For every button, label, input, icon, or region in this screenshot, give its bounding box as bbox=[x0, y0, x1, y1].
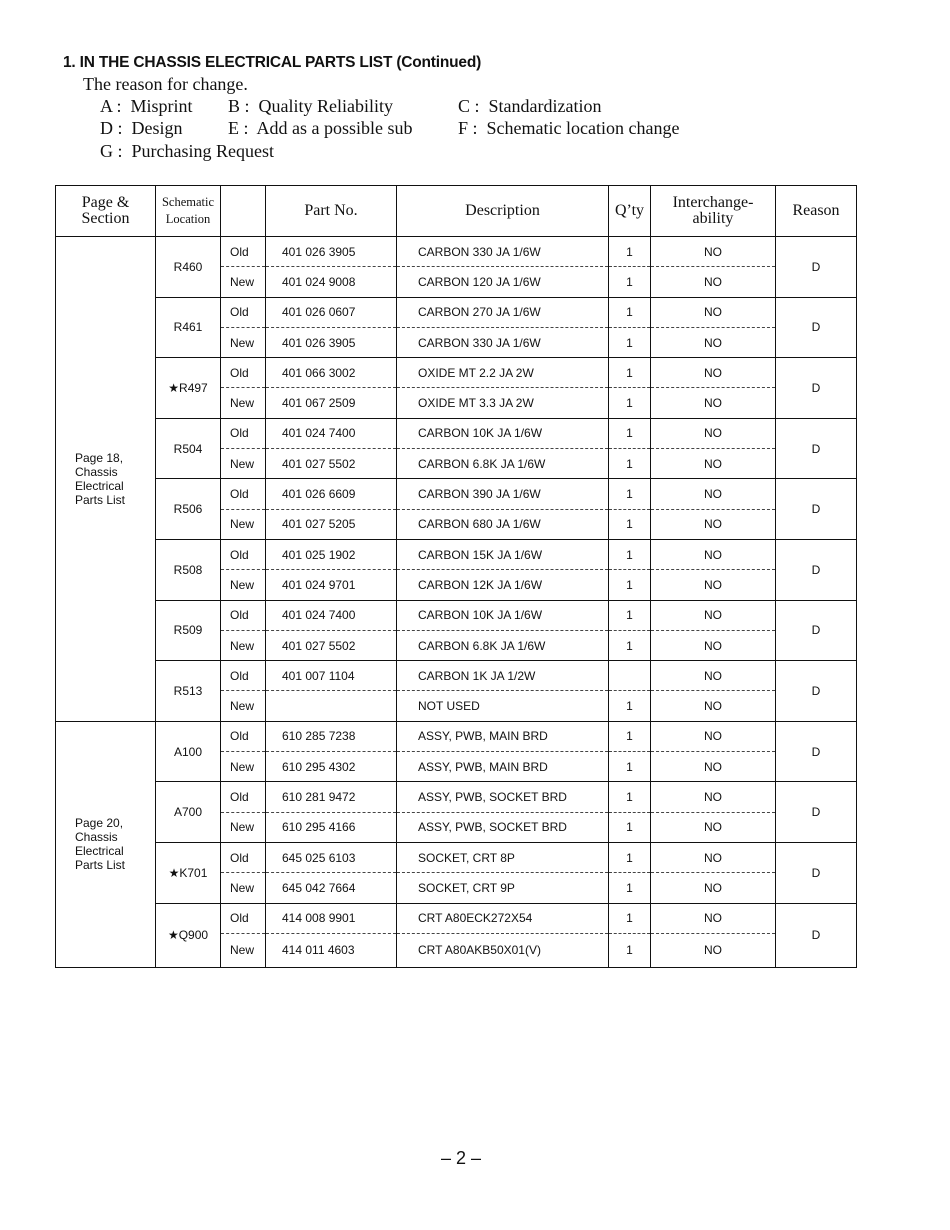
interchangeability: NO bbox=[651, 842, 776, 872]
part-number bbox=[266, 691, 397, 721]
header-interchangeability bbox=[651, 186, 776, 237]
table-row bbox=[56, 479, 857, 509]
description: ASSY, PWB, MAIN BRD bbox=[397, 721, 609, 751]
interchangeability: NO bbox=[651, 267, 776, 297]
old-label: Old bbox=[221, 479, 266, 509]
interchangeability: NO bbox=[651, 479, 776, 509]
code-letter: C : bbox=[458, 96, 480, 116]
description: CARBON 6.8K JA 1/6W bbox=[397, 630, 609, 660]
reason-code-d bbox=[100, 118, 183, 139]
interchangeability: NO bbox=[651, 509, 776, 539]
quantity: 1 bbox=[609, 812, 651, 842]
description: SOCKET, CRT 8P bbox=[397, 842, 609, 872]
interchangeability: NO bbox=[651, 449, 776, 479]
schematic-location: A100 bbox=[156, 721, 221, 782]
quantity: 1 bbox=[609, 479, 651, 509]
description: CARBON 1K JA 1/2W bbox=[397, 661, 609, 691]
reason-code: D bbox=[776, 842, 857, 903]
part-number: 401 066 3002 bbox=[266, 358, 397, 388]
code-label: Schematic location change bbox=[486, 118, 680, 138]
part-number: 401 024 9701 bbox=[266, 570, 397, 600]
old-label: Old bbox=[221, 782, 266, 812]
quantity: 1 bbox=[609, 418, 651, 448]
page-section-line: Chassis bbox=[75, 830, 118, 845]
old-label: Old bbox=[221, 358, 266, 388]
schematic-location: R460 bbox=[156, 237, 221, 298]
interchangeability: NO bbox=[651, 873, 776, 903]
table-row bbox=[56, 782, 857, 812]
part-number: 401 024 7400 bbox=[266, 418, 397, 448]
schematic-location: A700 bbox=[156, 782, 221, 843]
old-label: Old bbox=[221, 297, 266, 327]
quantity: 1 bbox=[609, 388, 651, 418]
schematic-location: ★K701 bbox=[156, 842, 221, 903]
reason-code: D bbox=[776, 539, 857, 600]
reason-code: D bbox=[776, 721, 857, 782]
part-number: 401 067 2509 bbox=[266, 388, 397, 418]
table-body bbox=[56, 237, 857, 968]
section-heading: 1. IN THE CHASSIS ELECTRICAL PARTS LIST (Continued) bbox=[63, 54, 482, 71]
interchangeability: NO bbox=[651, 812, 776, 842]
reason-intro: The reason for change. bbox=[83, 74, 248, 94]
quantity: 1 bbox=[609, 600, 651, 630]
description: CARBON 120 JA 1/6W bbox=[397, 267, 609, 297]
interchangeability: NO bbox=[651, 388, 776, 418]
quantity: 1 bbox=[609, 570, 651, 600]
table-row bbox=[56, 297, 857, 327]
part-number: 401 025 1902 bbox=[266, 539, 397, 569]
quantity: 1 bbox=[609, 721, 651, 751]
part-number: 401 007 1104 bbox=[266, 661, 397, 691]
reason-code-c bbox=[458, 96, 601, 117]
reason-code-e bbox=[228, 118, 413, 139]
new-label: New bbox=[221, 267, 266, 297]
quantity: 1 bbox=[609, 691, 651, 721]
new-label: New bbox=[221, 570, 266, 600]
interchangeability: NO bbox=[651, 297, 776, 327]
table-row bbox=[56, 237, 857, 267]
header-type bbox=[221, 186, 266, 237]
schematic-location: R513 bbox=[156, 661, 221, 722]
new-label: New bbox=[221, 933, 266, 967]
schematic-location: ★Q900 bbox=[156, 903, 221, 967]
new-label: New bbox=[221, 449, 266, 479]
old-label: Old bbox=[221, 237, 266, 267]
description: OXIDE MT 3.3 JA 2W bbox=[397, 388, 609, 418]
new-label: New bbox=[221, 812, 266, 842]
interchangeability: NO bbox=[651, 903, 776, 933]
schematic-location: R504 bbox=[156, 418, 221, 479]
reason-code-a bbox=[100, 96, 193, 117]
code-label: Add as a possible sub bbox=[256, 118, 413, 138]
description: ASSY, PWB, MAIN BRD bbox=[397, 752, 609, 782]
reason-code: D bbox=[776, 237, 857, 298]
new-label: New bbox=[221, 630, 266, 660]
interchangeability: NO bbox=[651, 752, 776, 782]
interchangeability: NO bbox=[651, 721, 776, 751]
page-section-line: Electrical bbox=[75, 844, 124, 859]
schematic-location: ★R497 bbox=[156, 358, 221, 419]
interchangeability: NO bbox=[651, 661, 776, 691]
code-label: Design bbox=[131, 118, 183, 138]
new-label: New bbox=[221, 388, 266, 418]
part-number: 414 008 9901 bbox=[266, 903, 397, 933]
schematic-location: R508 bbox=[156, 539, 221, 600]
reason-code: D bbox=[776, 358, 857, 419]
header-line: Location bbox=[165, 212, 211, 226]
description: CARBON 680 JA 1/6W bbox=[397, 509, 609, 539]
page-section-line: Chassis bbox=[75, 464, 118, 479]
page-number: – 2 – bbox=[441, 1148, 482, 1168]
header-line: Schematic bbox=[161, 195, 215, 209]
quantity: 1 bbox=[609, 358, 651, 388]
header-schematic-location bbox=[156, 186, 221, 237]
reason-code: D bbox=[776, 661, 857, 722]
part-number: 610 295 4302 bbox=[266, 752, 397, 782]
page-section-line: Electrical bbox=[75, 478, 124, 493]
interchangeability: NO bbox=[651, 933, 776, 967]
quantity: 1 bbox=[609, 752, 651, 782]
header-row bbox=[56, 186, 857, 237]
description: ASSY, PWB, SOCKET BRD bbox=[397, 812, 609, 842]
quantity: 1 bbox=[609, 842, 651, 872]
table-row bbox=[56, 842, 857, 872]
table-row bbox=[56, 539, 857, 569]
header-description: Description bbox=[397, 186, 609, 237]
part-number: 401 027 5502 bbox=[266, 630, 397, 660]
description: OXIDE MT 2.2 JA 2W bbox=[397, 358, 609, 388]
part-number: 401 027 5502 bbox=[266, 449, 397, 479]
quantity: 1 bbox=[609, 873, 651, 903]
old-label: Old bbox=[221, 903, 266, 933]
page-section-cell bbox=[56, 237, 156, 722]
quantity: 1 bbox=[609, 903, 651, 933]
quantity: 1 bbox=[609, 509, 651, 539]
part-number: 401 024 7400 bbox=[266, 600, 397, 630]
quantity: 1 bbox=[609, 327, 651, 357]
interchangeability: NO bbox=[651, 358, 776, 388]
header-qty: Q’ty bbox=[609, 186, 651, 237]
quantity: 1 bbox=[609, 539, 651, 569]
schematic-location: R509 bbox=[156, 600, 221, 661]
part-number: 610 295 4166 bbox=[266, 812, 397, 842]
old-label: Old bbox=[221, 661, 266, 691]
reason-code: D bbox=[776, 903, 857, 967]
code-label: Misprint bbox=[130, 96, 193, 116]
part-number: 414 011 4603 bbox=[266, 933, 397, 967]
schematic-location: R506 bbox=[156, 479, 221, 540]
code-letter: A : bbox=[100, 96, 122, 116]
interchangeability: NO bbox=[651, 237, 776, 267]
reason-code-f bbox=[458, 118, 679, 139]
reason-code-g bbox=[100, 141, 274, 162]
table-row bbox=[56, 418, 857, 448]
quantity: 1 bbox=[609, 267, 651, 297]
reason-code: D bbox=[776, 479, 857, 540]
reason-code: D bbox=[776, 297, 857, 358]
new-label: New bbox=[221, 873, 266, 903]
description: CARBON 12K JA 1/6W bbox=[397, 570, 609, 600]
reason-code-b bbox=[228, 96, 393, 117]
old-label: Old bbox=[221, 600, 266, 630]
old-label: Old bbox=[221, 721, 266, 751]
description: CARBON 330 JA 1/6W bbox=[397, 327, 609, 357]
parts-change-table bbox=[55, 185, 857, 968]
page-section-cell bbox=[56, 721, 156, 967]
table-row bbox=[56, 358, 857, 388]
part-number: 610 285 7238 bbox=[266, 721, 397, 751]
code-letter: B : bbox=[228, 96, 250, 116]
header-line: Interchange- bbox=[672, 194, 754, 211]
new-label: New bbox=[221, 509, 266, 539]
description: CARBON 270 JA 1/6W bbox=[397, 297, 609, 327]
quantity: 1 bbox=[609, 449, 651, 479]
interchangeability: NO bbox=[651, 418, 776, 448]
code-label: Standardization bbox=[488, 96, 602, 116]
old-label: Old bbox=[221, 418, 266, 448]
code-letter: E : bbox=[228, 118, 249, 138]
part-number: 401 024 9008 bbox=[266, 267, 397, 297]
table-row bbox=[56, 903, 857, 933]
description: ASSY, PWB, SOCKET BRD bbox=[397, 782, 609, 812]
description: CRT A80AKB50X01(V) bbox=[397, 933, 609, 967]
table-row bbox=[56, 661, 857, 691]
page-section-line: Page 20, bbox=[75, 816, 124, 831]
interchangeability: NO bbox=[651, 691, 776, 721]
description: CARBON 10K JA 1/6W bbox=[397, 600, 609, 630]
reason-code: D bbox=[776, 418, 857, 479]
page-section-line: Parts List bbox=[75, 858, 126, 873]
interchangeability: NO bbox=[651, 539, 776, 569]
code-label: Quality Reliability bbox=[258, 96, 393, 116]
description: CARBON 15K JA 1/6W bbox=[397, 539, 609, 569]
reason-code: D bbox=[776, 782, 857, 843]
description: SOCKET, CRT 9P bbox=[397, 873, 609, 903]
description: CARBON 330 JA 1/6W bbox=[397, 237, 609, 267]
code-letter: G : bbox=[100, 141, 123, 161]
part-number: 401 027 5205 bbox=[266, 509, 397, 539]
table-row bbox=[56, 600, 857, 630]
part-number: 610 281 9472 bbox=[266, 782, 397, 812]
new-label: New bbox=[221, 327, 266, 357]
header-part-no: Part No. bbox=[266, 186, 397, 237]
page-section-line: Parts List bbox=[75, 492, 126, 507]
part-number: 401 026 0607 bbox=[266, 297, 397, 327]
header-page-section bbox=[56, 186, 156, 237]
part-number: 401 026 3905 bbox=[266, 237, 397, 267]
part-number: 645 025 6103 bbox=[266, 842, 397, 872]
old-label: Old bbox=[221, 842, 266, 872]
description: CRT A80ECK272X54 bbox=[397, 903, 609, 933]
header-line: Section bbox=[81, 210, 130, 227]
interchangeability: NO bbox=[651, 570, 776, 600]
description: CARBON 6.8K JA 1/6W bbox=[397, 449, 609, 479]
quantity: 1 bbox=[609, 933, 651, 967]
interchangeability: NO bbox=[651, 782, 776, 812]
quantity: 1 bbox=[609, 630, 651, 660]
new-label: New bbox=[221, 691, 266, 721]
header-line: ability bbox=[692, 210, 734, 227]
quantity: 1 bbox=[609, 297, 651, 327]
quantity bbox=[609, 661, 651, 691]
header-line: Page & bbox=[81, 194, 130, 211]
interchangeability: NO bbox=[651, 327, 776, 357]
page-section-line: Page 18, bbox=[75, 450, 124, 465]
description: CARBON 390 JA 1/6W bbox=[397, 479, 609, 509]
quantity: 1 bbox=[609, 237, 651, 267]
code-label: Purchasing Request bbox=[131, 141, 274, 161]
header-reason: Reason bbox=[776, 186, 857, 237]
code-letter: D : bbox=[100, 118, 123, 138]
interchangeability: NO bbox=[651, 630, 776, 660]
schematic-location: R461 bbox=[156, 297, 221, 358]
part-number: 645 042 7664 bbox=[266, 873, 397, 903]
new-label: New bbox=[221, 752, 266, 782]
code-letter: F : bbox=[458, 118, 478, 138]
description: CARBON 10K JA 1/6W bbox=[397, 418, 609, 448]
quantity: 1 bbox=[609, 782, 651, 812]
interchangeability: NO bbox=[651, 600, 776, 630]
description: NOT USED bbox=[397, 691, 609, 721]
table-row bbox=[56, 721, 857, 751]
part-number: 401 026 6609 bbox=[266, 479, 397, 509]
part-number: 401 026 3905 bbox=[266, 327, 397, 357]
reason-code: D bbox=[776, 600, 857, 661]
old-label: Old bbox=[221, 539, 266, 569]
